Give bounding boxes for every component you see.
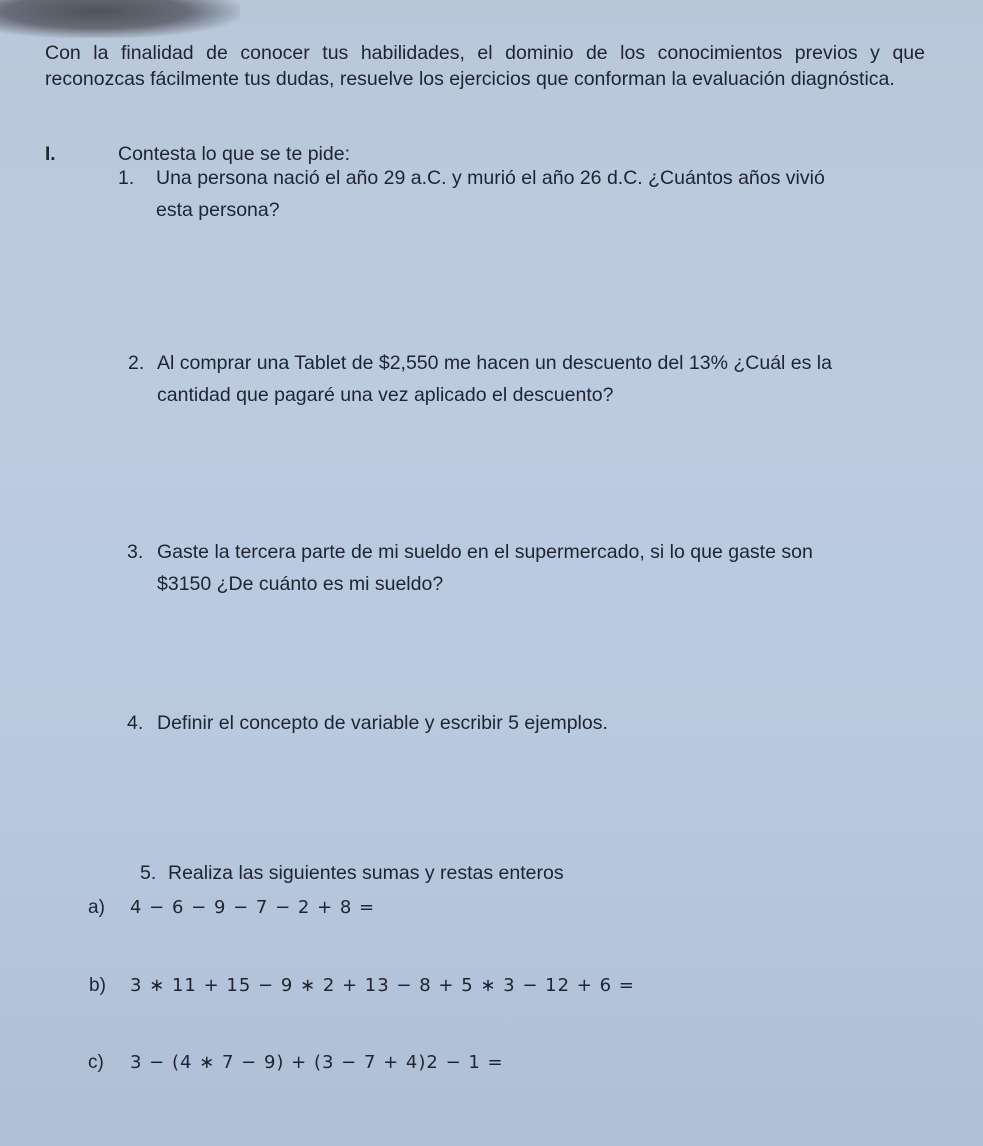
question-2-line2: cantidad que pagaré una vez aplicado el descuento? [157, 384, 614, 406]
operation-c-expression: 3 − (4 ∗ 7 − 9) + (3 − 7 + 4)2 − 1 = [130, 1052, 504, 1073]
question-4-number: 4. [127, 712, 144, 734]
operation-c-label: c) [88, 1052, 104, 1073]
operation-a-expression: 4 − 6 − 9 − 7 − 2 + 8 = [130, 897, 376, 918]
question-1-line2: esta persona? [156, 199, 280, 221]
question-4-line1: Definir el concepto de variable y escribir 5 ejemplos. [157, 712, 608, 734]
intro-paragraph: Con la finalidad de conocer tus habilidades, el dominio de los conocimientos previos y que reconozcas fácilmente tus dudas, resuelve los ejercicios que conforman la evaluación diagnóstica. [45, 42, 925, 90]
operation-b-expression: 3 ∗ 11 + 15 − 9 ∗ 2 + 13 − 8 + 5 ∗ 3 − 12 + 6 = [130, 975, 635, 996]
question-1-line1: Una persona nació el año 29 a.C. y murió el año 26 d.C. ¿Cuántos años vivió [156, 167, 825, 189]
operation-a-label: a) [88, 897, 105, 918]
question-3-line2: $3150 ¿De cuánto es mi sueldo? [157, 573, 444, 595]
question-3-line1: Gaste la tercera parte de mi sueldo en el supermercado, si lo que gaste son [157, 541, 813, 563]
question-2-line1: Al comprar una Tablet de $2,550 me hacen un descuento del 13% ¿Cuál es la [157, 352, 832, 374]
question-1-number: 1. [118, 167, 135, 189]
question-3-number: 3. [127, 541, 144, 563]
question-5-line1: Realiza las siguientes sumas y restas enteros [168, 862, 564, 884]
question-5-number: 5. [140, 862, 157, 884]
operation-b-label: b) [89, 975, 106, 996]
section-title: Contesta lo que se te pide: [118, 143, 350, 165]
section-number: I. [45, 144, 56, 165]
question-2-number: 2. [128, 352, 145, 374]
